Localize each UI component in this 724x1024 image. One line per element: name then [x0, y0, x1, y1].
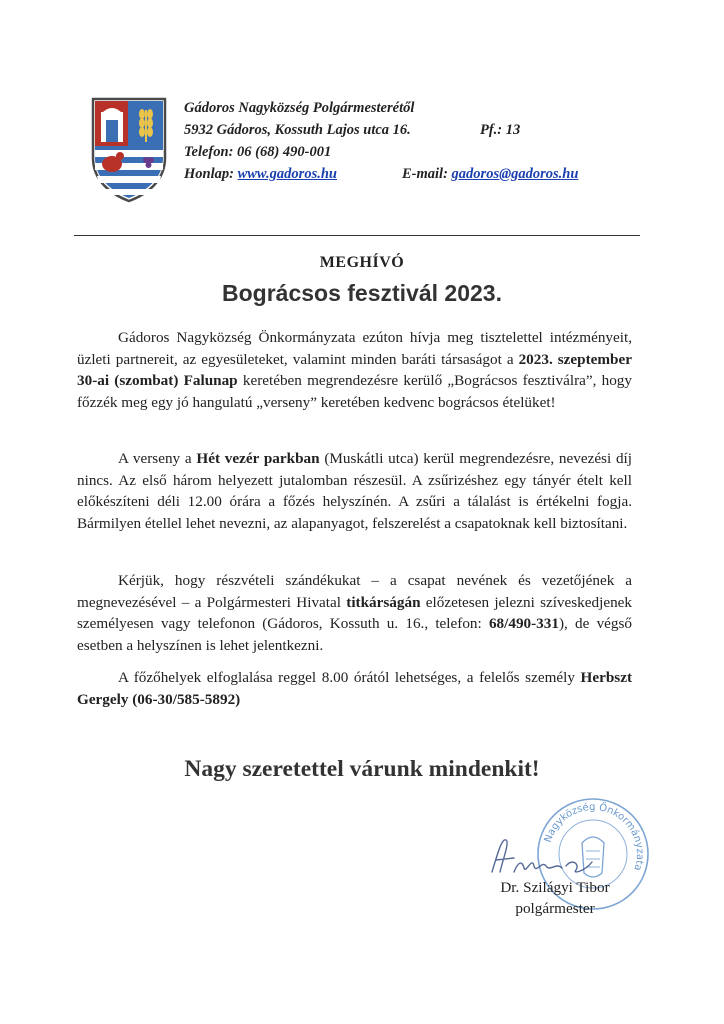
document-label: MEGHÍVÓ [319, 254, 405, 271]
stamp-text: Nagyközség Önkormányzata [542, 801, 646, 872]
signer-position: polgármester [515, 900, 595, 917]
paragraph-registration: Kérjük, hogy részvételi szándékukat – a csapat nevének és vezetőjének a megnevezésével – a Polgármesteri Hivatal titkárságán előzetesen jelezni szíveskedjenek személyesen vagy telefonon (Gádoros, Kossuth u. 16., telefon: 68/490-331), de végső esetben a helyszínen is lehet jelentkezni. [77, 572, 633, 654]
header-divider [74, 235, 640, 236]
closing-line: Nagy szeretettel várunk mindenkit! [184, 756, 540, 782]
paragraph-contact: A főzőhelyek elfoglalása reggel 8.00 órától lehetséges, a felelős személy Herbszt Gergely (06-30/585-5892) [77, 669, 632, 708]
paragraph-invitation: Gádoros Nagyközség Önkormányzata ezúton hívja meg tisztelettel intézményeit, üzleti partnereit, az egyesületeket, valamint minden baráti társaságot a 2023. szeptember 30-ai (szombat) Falunap keretében megrendezésre kerülő „Bográcsos fesztiválra”, hogy főzzék meg egy jó hangulatú „verseny” keretében kedvenc bográcsos ételüket! [77, 329, 632, 411]
email-link[interactable]: gadoros@gadoros.hu [451, 166, 579, 182]
homepage-link[interactable]: www.gadoros.hu [237, 166, 337, 182]
email-label: E-mail: [402, 166, 448, 182]
letterhead [184, 97, 624, 185]
event-title: Bográcsos fesztivál 2023. [222, 280, 502, 306]
handwritten-signature-icon [488, 832, 608, 880]
signer-block [470, 877, 640, 919]
address: 5932 Gádoros, Kossuth Lajos utca 16. [184, 122, 411, 138]
homepage-label: Honlap: [184, 166, 234, 182]
po-box: Pf.: 13 [480, 122, 521, 138]
phone: Telefon: 06 (68) 490-001 [184, 144, 332, 160]
org-name: Gádoros Nagyközség Polgármesterétől [184, 100, 415, 116]
signer-name: Dr. Szilágyi Tibor [500, 879, 610, 896]
paragraph-venue: A verseny a Hét vezér parkban (Muskátli utca) kerül megrendezésre, nevezési díj nincs. Az első három helyezett jutalomban részesül. A zsűrizéshez egy tányér ételt kell előkészíteni déli 12.00 órára a főzés helyszínén. A zsűri a tálalást is értékelni fogja. Bármilyen étellel lehet nevezni, az alapanyagot, felszerelést a csapatoknak kell biztosítani. [77, 450, 632, 532]
coat-of-arms-icon [90, 96, 168, 204]
